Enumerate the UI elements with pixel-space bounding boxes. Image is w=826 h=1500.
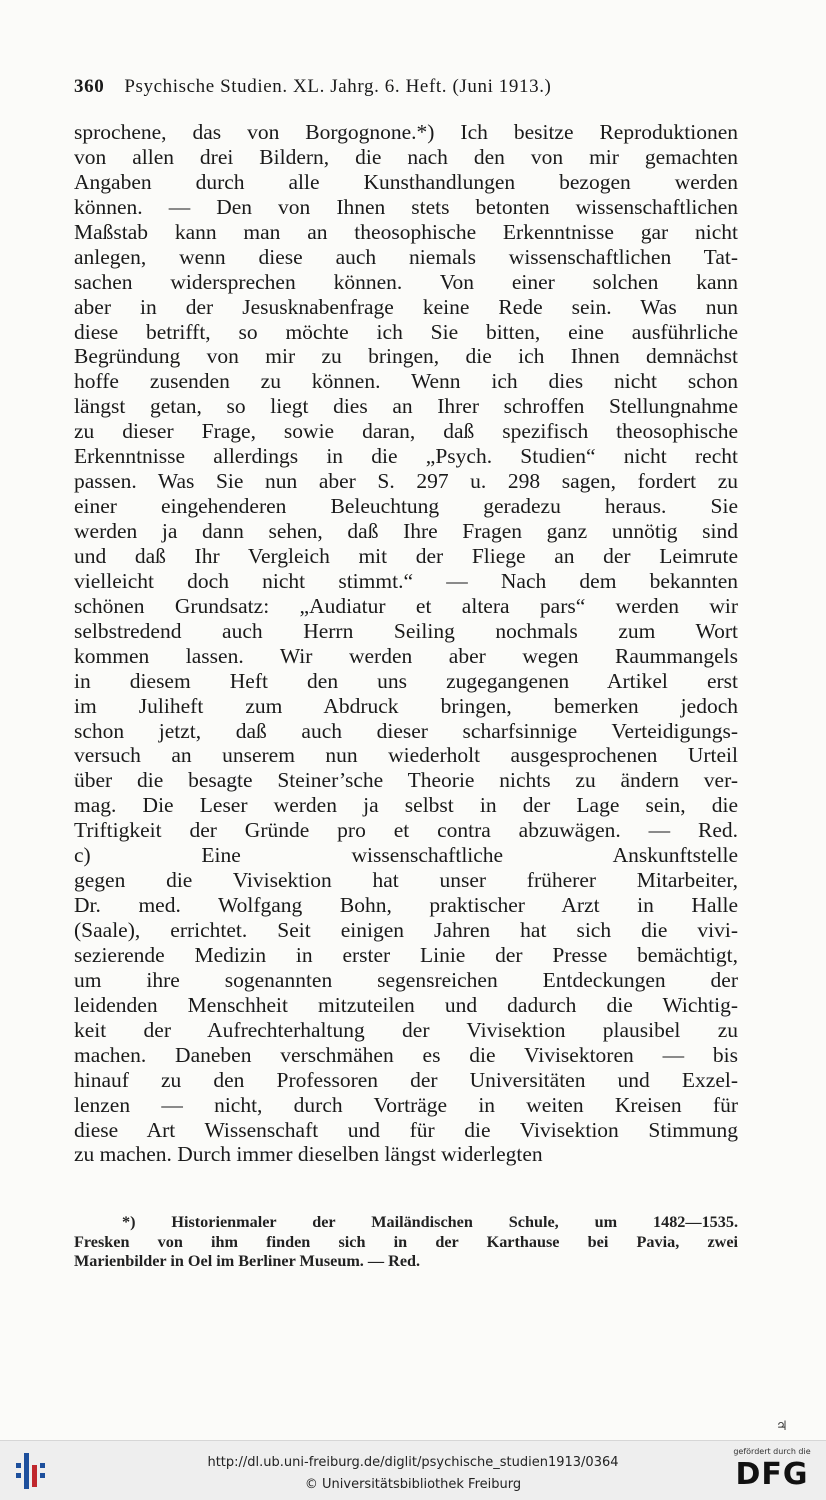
text-line: Triftigkeit der Gründe pro et contra abzuwägen. — Red. (74, 818, 738, 843)
running-title: Psychische Studien. XL. Jahrg. 6. Heft. (Juni 1913.) (124, 76, 552, 97)
text-line: Maßstab kann man an theosophische Erkenntnisse gar nicht (74, 219, 738, 244)
text-line: c) Eine wissenschaftliche Anskunftstelle (74, 843, 738, 868)
text-line: sprochene, das von Borgognone.*) Ich besitze Reproduktionen (74, 120, 738, 144)
footer-url[interactable]: http://dl.ub.uni-freiburg.de/diglit/psychische_studien1913/0364 (207, 1455, 619, 1470)
text-line: längst getan, so liegt dies an Ihrer schroffen Stellungnahme (74, 394, 738, 419)
text-line: versuch an unserem nun wiederholt ausgesprochenen Urteil (74, 743, 738, 768)
text-line: Dr. med. Wolfgang Bohn, praktischer Arzt in Halle (74, 893, 738, 918)
text-line: werden ja dann sehen, daß Ihre Fragen ganz unnötig sind (74, 519, 738, 543)
text-line: über die besagte Steiner’sche Theorie nichts zu ändern ver- (74, 768, 738, 793)
text-line: sezierende Medizin in erster Linie der Presse bemächtigt, (74, 942, 738, 967)
text-line: Angaben durch alle Kunsthandlungen bezogen werden (74, 169, 738, 194)
running-head (74, 76, 754, 98)
text-line: (Saale), errichtet. Seit einigen Jahren hat sich die vivi- (74, 918, 738, 942)
text-line: im Juliheft zum Abdruck bringen, bemerken jedoch (74, 693, 738, 718)
text-line: schönen Grundsatz: „Audiatur et altera pars“ werden wir (74, 593, 738, 618)
text-line: anlegen, wenn diese auch niemals wissenschaftlichen Tat- (74, 244, 738, 269)
text-line: lenzen — nicht, durch Vorträge in weiten Kreisen für (74, 1092, 738, 1117)
text-line: Begründung von mir zu bringen, die ich Ihnen demnächst (74, 344, 738, 369)
dfg-caption: gefördert durch die (733, 1447, 811, 1456)
text-line: keit der Aufrechterhaltung der Vivisektion plausibel zu (74, 1017, 738, 1042)
text-line: passen. Was Sie nun aber S. 297 u. 298 sagen, fordert zu (74, 469, 738, 494)
dfg-logo (726, 1447, 818, 1495)
text-line: schon jetzt, daß auch dieser scharfsinnige Verteidigungs- (74, 718, 738, 743)
library-mark: ♃ (776, 1418, 788, 1433)
text-line: mag. Die Leser werden ja selbst in der Lage sein, die (74, 793, 738, 818)
text-line: in diesem Heft den uns zugegangenen Artikel erst (74, 668, 738, 693)
text-line: zu machen. Durch immer dieselben längst widerlegten (74, 1142, 543, 1167)
text-line: vielleicht doch nicht stimmt.“ — Nach dem bekannten (74, 568, 738, 593)
text-line: hoffe zusenden zu können. Wenn ich dies nicht schon (74, 369, 738, 394)
text-line: gegen die Vivisektion hat unser früherer Mitarbeiter, (74, 868, 738, 893)
page-number: 360 (74, 76, 105, 97)
text-line: selbstredend auch Herrn Seiling nochmals zum Wort (74, 618, 738, 643)
footnote-line: *) Historienmaler der Mailändischen Schule, um 1482—1535. (122, 1213, 738, 1231)
text-line: sachen widersprechen können. Von einer solchen kann (74, 269, 738, 294)
text-line: können. — Den von Ihnen stets betonten wissenschaftlichen (74, 194, 738, 219)
text-line: einer eingehenderen Beleuchtung geradezu heraus. Sie (74, 494, 738, 519)
text-line: diese betrifft, so möchte ich Sie bitten, eine ausführliche (74, 319, 738, 344)
footer-bar (0, 1440, 826, 1500)
text-line: leidenden Menschheit mitzuteilen und dadurch die Wichtig- (74, 992, 738, 1017)
text-line: und daß Ihr Vergleich mit der Fliege an der Leimrute (74, 543, 738, 568)
footnotes (74, 1213, 738, 1272)
footer-copyright: © Universitätsbibliothek Freiburg (304, 1477, 522, 1492)
text-line: hinauf zu den Professoren der Universitäten und Exzel- (74, 1067, 738, 1092)
text-line: machen. Daneben verschmähen es die Vivisektoren — bis (74, 1042, 738, 1067)
text-line: aber in der Jesusknabenfrage keine Rede sein. Was nun (74, 294, 738, 319)
footnote-line: Marienbilder in Oel im Berliner Museum. — Red. (74, 1252, 421, 1270)
text-line: von allen drei Bildern, die nach den von mir gemachten (74, 144, 738, 169)
footnote-line: Fresken von ihm finden sich in der Karthause bei Pavia, zwei (74, 1232, 738, 1251)
text-line: um ihre sogenannten segensreichen Entdeckungen der (74, 967, 738, 992)
text-line: diese Art Wissenschaft und für die Vivisektion Stimmung (74, 1117, 738, 1142)
text-line: zu dieser Frage, sowie daran, daß spezifisch theosophische (74, 419, 738, 444)
dfg-logo-text: DFG (735, 1457, 809, 1492)
text-line: Erkenntnisse allerdings in die „Psych. Studien“ nicht recht (74, 444, 738, 469)
text-line: kommen lassen. Wir werden aber wegen Raummangels (74, 643, 738, 668)
body-text (74, 120, 738, 1167)
